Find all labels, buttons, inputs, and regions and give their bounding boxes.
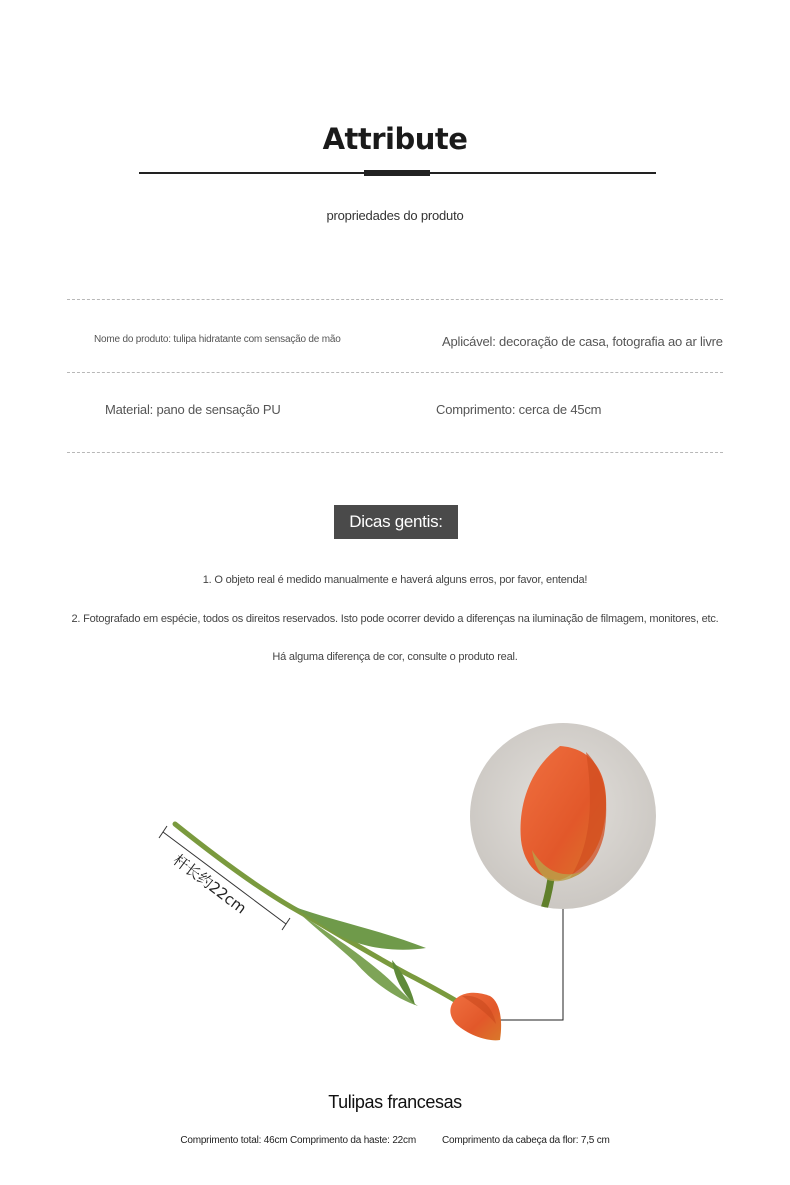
- attribute-divider: [67, 372, 723, 373]
- spec-total-stem: Comprimento total: 46cm Comprimento da haste: 22cm: [180, 1135, 416, 1146]
- attribute-applicable: Aplicável: decoração de casa, fotografia ao ar livre: [442, 334, 723, 349]
- tulip-illustration: [0, 690, 790, 1070]
- tip-line-1: 1. O objeto real é medido manualmente e haverá alguns erros, por favor, entenda!: [202, 574, 588, 586]
- title-divider-accent: [364, 170, 430, 176]
- attribute-material: Material: pano de sensação PU: [105, 402, 281, 417]
- stem-measure-tick: [282, 918, 290, 930]
- attribute-length: Comprimento: cerca de 45cm: [436, 402, 602, 417]
- stem-measure-tick: [159, 826, 167, 838]
- attribute-product-name: Nome do produto: tulipa hidratante com sensação de mão: [94, 334, 341, 345]
- tip-line-3: Há alguma diferença de cor, consulte o produto real.: [272, 651, 518, 663]
- product-specs: [0, 1135, 790, 1146]
- attribute-divider: [67, 299, 723, 300]
- spec-head: Comprimento da cabeça da flor: 7,5 cm: [441, 1135, 610, 1146]
- product-name: Tulipas francesas: [328, 1092, 462, 1112]
- tulip-leaf: [292, 906, 426, 950]
- attribute-divider: [67, 452, 723, 453]
- stem-measure-line: [163, 832, 286, 924]
- callout-line: [488, 909, 563, 1020]
- tulip-stem: [175, 824, 458, 1002]
- page-subtitle: propriedades do produto: [326, 208, 464, 223]
- page-title: Attribute: [322, 122, 468, 156]
- tips-label: Dicas gentis:: [334, 505, 458, 539]
- tip-line-2: 2. Fotografado em espécie, todos os direitos reservados. Isto pode ocorrer devido a diferenças na iluminação de filmagem, monitores, etc.: [71, 613, 719, 625]
- stem-annotation: 杆长约22cm: [169, 850, 250, 918]
